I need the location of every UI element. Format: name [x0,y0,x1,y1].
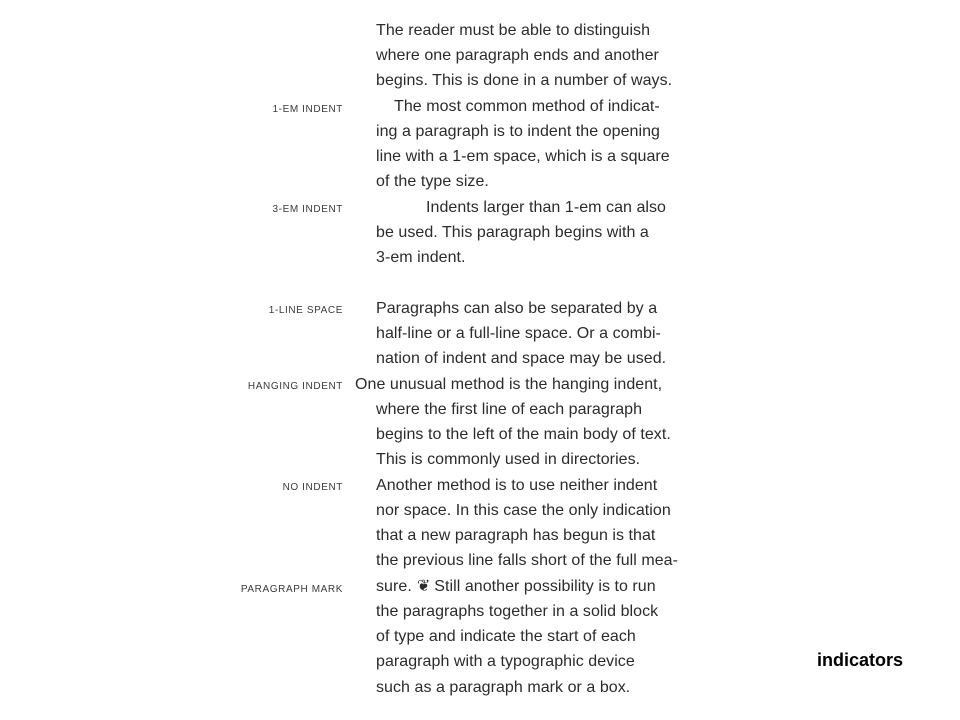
body-line: Paragraphs can also be separated by a [376,300,658,317]
label-hanging-indent: HANGING INDENT [247,381,343,392]
body-line: where one paragraph ends and another [376,47,659,64]
body-line: Indents larger than 1-em can also [426,199,667,216]
caption: indicators [816,650,903,670]
body-line: This is commonly used in directories. [376,451,641,468]
body-line: the paragraphs together in a solid block [376,603,659,620]
body-line: of type and indicate the start of each [376,628,636,645]
body-line: such as a paragraph mark or a box. [376,679,631,696]
body-line: ing a paragraph is to indent the opening [376,123,660,140]
body-line: begins to the left of the main body of text. [376,426,671,443]
label-1line-space: 1-LINE SPACE [268,305,343,316]
body-line: paragraph with a typographic device [376,653,635,670]
body-line: begins. This is done in a number of ways. [376,72,673,89]
body-line: line with a 1-em space, which is a square [376,148,670,165]
label-paragraph-mark: PARAGRAPH MARK [240,584,343,595]
body-line-segment: Still another possibility is to run [434,578,656,595]
body-line: half-line or a full-line space. Or a combi- [376,325,661,342]
body-line: the previous line falls short of the full mea- [376,552,679,569]
label-no-indent: NO INDENT [282,482,343,493]
body-line: nation of indent and space may be used. [376,350,667,367]
body-line: of the type size. [376,173,489,190]
label-1em-indent: 1-EM INDENT [272,104,343,115]
body-line [376,578,656,596]
body-line: be used. This paragraph begins with a [376,224,649,241]
label-3em-indent: 3-EM INDENT [272,204,343,215]
body-line: nor space. In this case the only indication [376,502,671,519]
body-line: 3-em indent. [376,249,466,266]
body-line: One unusual method is the hanging indent, [355,376,663,393]
body-line: The reader must be able to distinguish [376,22,651,39]
fleuron-icon: ❦ [416,578,431,595]
body-line: that a new paragraph has begun is that [376,527,656,544]
body-line: where the first line of each paragraph [376,401,643,418]
body-line: The most common method of indicat- [394,98,660,115]
body-line: Another method is to use neither indent [376,477,658,494]
body-line-segment: sure. [376,578,412,595]
